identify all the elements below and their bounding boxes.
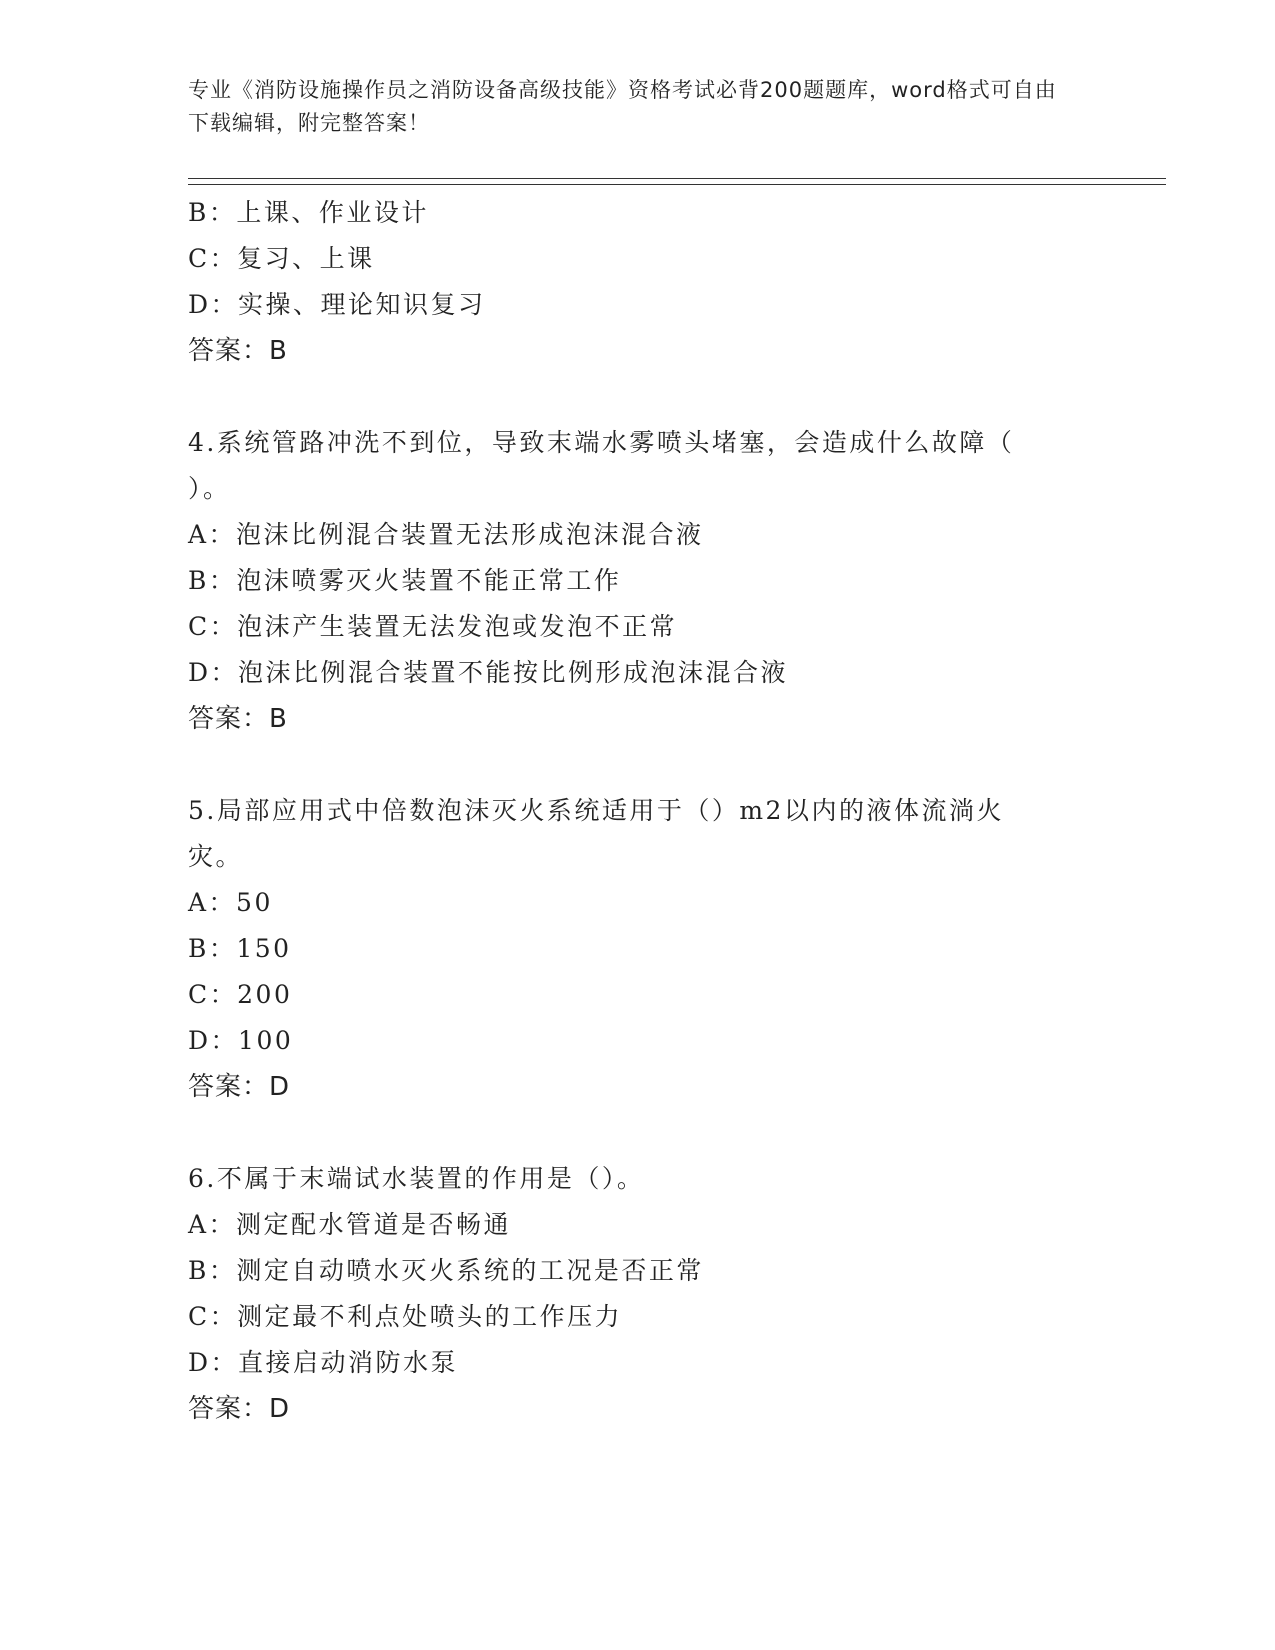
q5-stem: 5.局部应用式中倍数泡沫灭火系统适用于（）m2以内的液体流淌火灾。 (188, 796, 1004, 871)
header-rule-top (188, 178, 1166, 179)
question-4 (188, 420, 1088, 742)
q3-option-c: C：复习、上课 (188, 244, 375, 273)
q4-option-a: A：泡沫比例混合装置无法形成泡沫混合液 (188, 520, 704, 549)
q6-option-d: D：直接启动消防水泵 (188, 1348, 459, 1377)
q5-option-a: A：50 (188, 888, 273, 917)
q5-option-d: D：100 (188, 1026, 294, 1055)
q4-stem: 4.系统管路冲洗不到位，导致末端水雾喷头堵塞，会造成什么故障（ ）。 (188, 428, 1015, 503)
q6-option-c: C：测定最不利点处喷头的工作压力 (188, 1302, 623, 1331)
q5-option-c: C：200 (188, 980, 293, 1009)
q6-answer: 答案：D (188, 1394, 291, 1424)
q6-option-b: B：测定自动喷水灭火系统的工况是否正常 (188, 1256, 704, 1285)
question-6 (188, 1156, 1088, 1432)
document-header: 专业《消防设施操作员之消防设备高级技能》资格考试必背200题题库，word格式可自由下载编辑，附完整答案！ (188, 78, 1057, 135)
q3-option-d: D：实操、理论知识复习 (188, 290, 486, 319)
q4-option-b: B：泡沫喷雾灭火装置不能正常工作 (188, 566, 622, 595)
question-3-fragment (188, 190, 1088, 374)
q4-answer: 答案：B (188, 704, 288, 734)
q4-option-c: C：泡沫产生装置无法发泡或发泡不正常 (188, 612, 678, 641)
q4-option-d: D：泡沫比例混合装置不能按比例形成泡沫混合液 (188, 658, 789, 687)
q5-answer: 答案：D (188, 1072, 291, 1102)
q6-option-a: A：测定配水管道是否畅通 (188, 1210, 512, 1239)
q3-answer: 答案：B (188, 336, 288, 366)
q6-stem: 6.不属于末端试水装置的作用是（）。 (188, 1164, 645, 1193)
question-5 (188, 788, 1088, 1110)
q5-option-b: B：150 (188, 934, 292, 963)
question-content (188, 190, 1088, 1432)
q3-option-b: B：上课、作业设计 (188, 198, 429, 227)
header-rule-bottom (188, 184, 1166, 185)
